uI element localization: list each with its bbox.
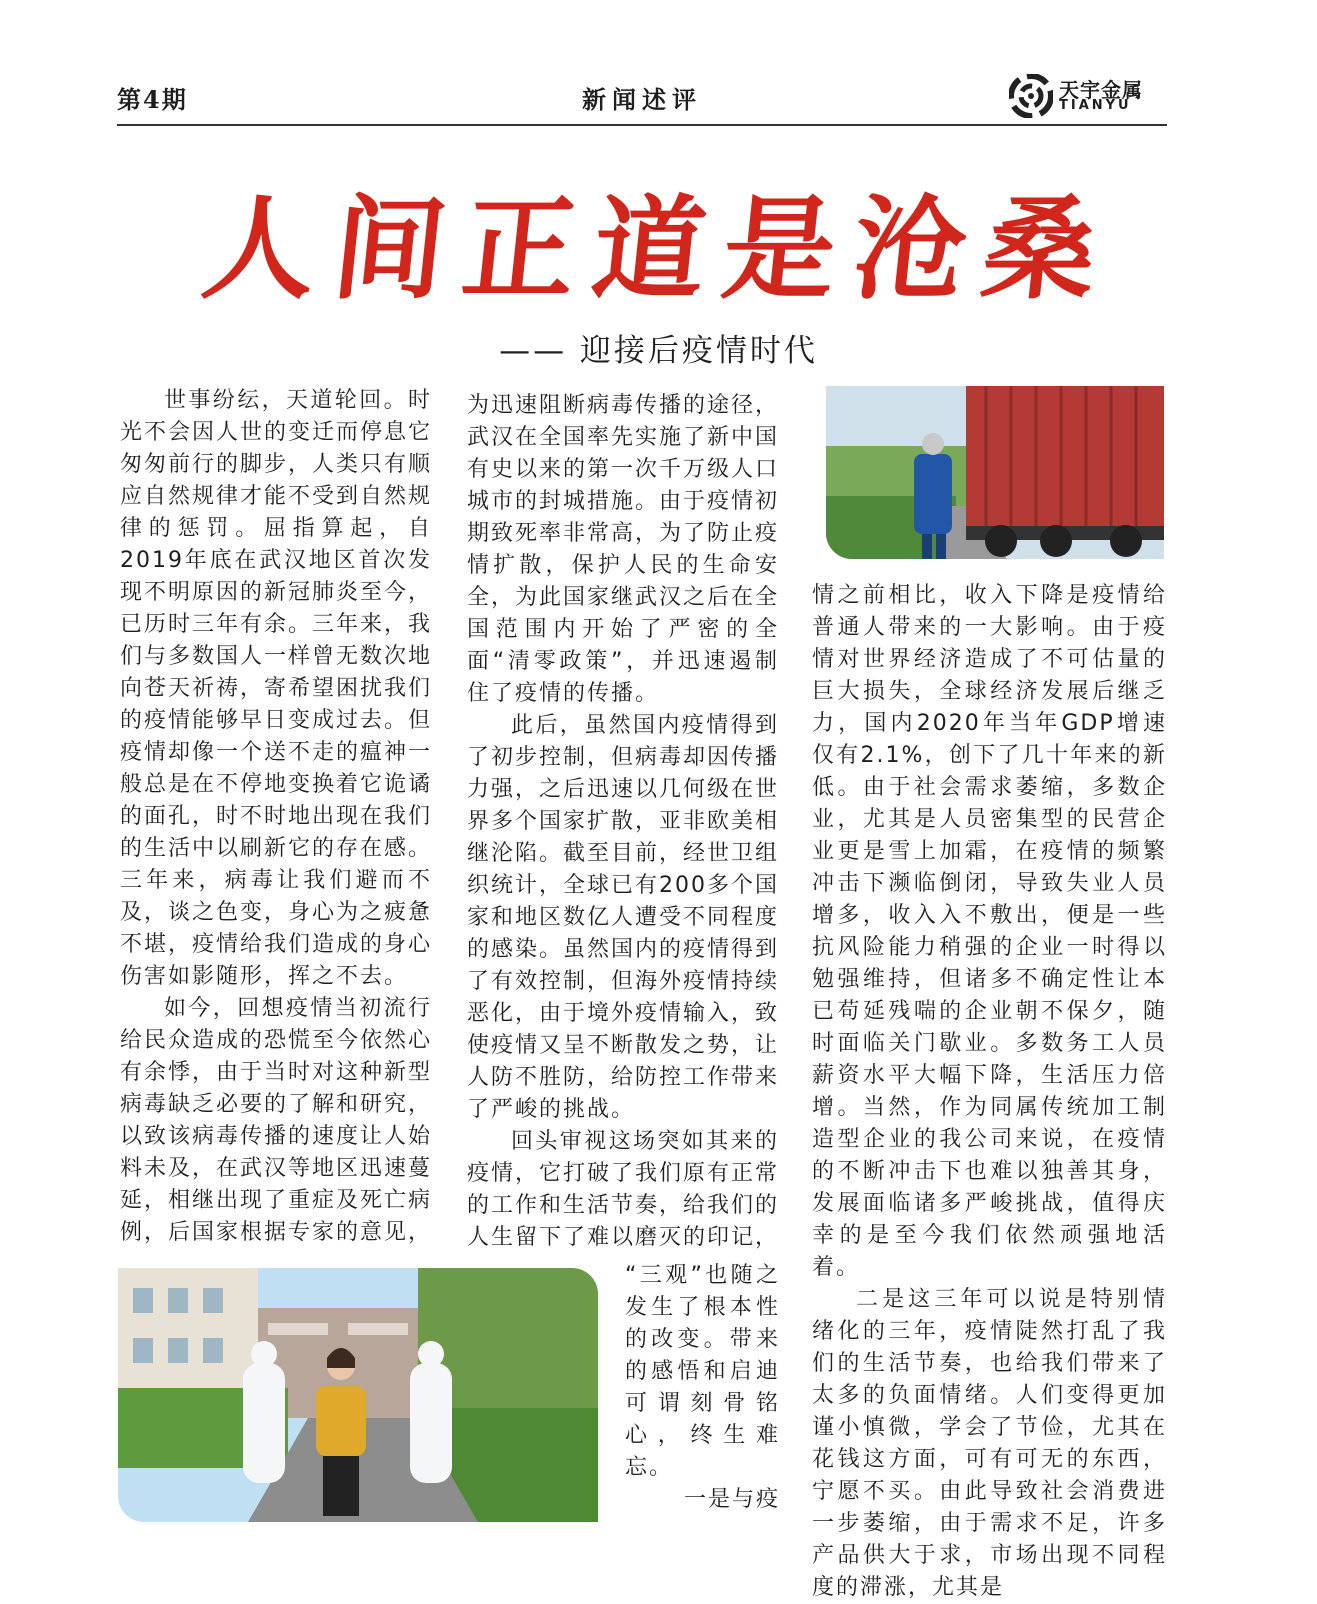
section-name: 新闻述评 — [582, 85, 702, 114]
page-header — [117, 70, 1167, 126]
paragraph: 二是这三年可以说是特别情绪化的三年，疫情陡然打乱了我们的生活节奏，也给我们带来了太多的负面情绪。人们变得更加谨小慎微，学会了节俭，尤其在花钱这方面，可有可无的东西，宁愿不买。由此导致社会消费进一步萎缩，由于需求不足，许多产品供大于求，市场出现不同程度的滞涨，尤其是 — [812, 1287, 1167, 1600]
column-2-continued — [625, 1260, 780, 1516]
paragraph: 此后，虽然国内疫情得到了初步控制，但病毒却因传播力强，之后迅速以几何级在世界多个国家扩散，亚非欧美相继沦陷。截至目前，经世卫组织统计，全球已有200多个国家和地区数亿人遭受不同程度的感染。虽然国内的疫情得到了有效控制，但海外疫情持续恶化，由于境外疫情输入，致使疫情又呈不断散发之势，让人防不胜防，给防控工作带来了严峻的挑战。 — [467, 713, 780, 1122]
photo-truck-disinfection — [826, 386, 1164, 559]
paragraph: 世事纷纭，天道轮回。时光不会因人世的变迁而停息它匆匆前行的脚步，人类只有顺应自然规律才能不受到自然规律的惩罚。屈指算起，自2019年底在武汉地区首次发现不明原因的新冠肺炎至今，已历时三年有余。三年来，我们与多数国人一样曾无数次地向苍天祈祷，寄希望困扰我们的疫情能够早日变成过去。但疫情却像一个送不走的瘟神一般总是在不停地变换着它诡谲的面孔，时不时地出现在我们的生活中以刷新它的存在感。三年来，病毒让我们避而不及，谈之色变，身心为之疲惫不堪，疫情给我们造成的身心伤害如影随形，挥之不去。 — [120, 388, 433, 989]
paragraph: 为迅速阻断病毒传播的途径，武汉在全国率先实施了新中国有史以来的第一次千万级人口城市的封城措施。由于疫情初期致死率非常高，为了防止疫情扩散，保护人民的生命安全，为此国家继武汉之后在全国范围内开始了严密的全面“清零政策”，并迅速遏制住了疫情的传播。 — [467, 393, 780, 706]
paragraph: 情之前相比，收入下降是疫情给普通人带来的一大影响。由于疫情对世界经济造成了不可估量的巨大损失，全球经济发展后继乏力，国内2020年当年GDP增速仅有2.1%，创下了几十年来的新低。由于社会需求萎缩，多数企业，尤其是人员密集型的民营企业更是雪上加霜，在疫情的频繁冲击下濒临倒闭，导致失业人员增多，收入入不敷出，便是一些抗风险能力稍强的企业一时得以勉强维持，但诸多不确定性让本已苟延残喘的企业朝不保夕，随时面临关门歇业。多数务工人员薪资水平大幅下降，生活压力倍增。当然，作为同属传统加工制造型企业的我公司来说，在疫情的不断冲击下也难以独善其身，发展面临诸多严峻挑战，值得庆幸的是至今我们依然顽强地活着。 — [812, 583, 1167, 1280]
article-title: 人间正道是沧桑 — [196, 184, 1121, 315]
logo-swirl-icon — [1009, 74, 1053, 118]
paragraph: 如今，回想疫情当初流行给民众造成的恐慌至今依然心有余悸，由于当时对这种新型病毒缺乏必要的了解和研究，以致该病毒传播的速度让人始料未及，在武汉等地区迅速蔓延，相继出现了重症及死亡病例，后国家根据专家的意见， — [120, 996, 433, 1245]
column-2 — [467, 390, 779, 1254]
photo-health-workers — [118, 1268, 598, 1522]
column-1 — [120, 385, 432, 1249]
logo-name-cn: 天宇金属 — [1059, 78, 1143, 102]
article-subtitle: —— 迎接后疫情时代 — [499, 333, 818, 369]
column-3 — [812, 580, 1167, 1604]
logo-name-en: TIANYU — [1059, 98, 1132, 113]
paragraph: 回头审视这场突如其来的疫情，它打破了我们原有正常的工作和生活节奏，给我们的人生留下了难以磨灭的印记， — [467, 1129, 780, 1250]
paragraph: 一是与疫 — [683, 1487, 780, 1512]
issue-number: 第4期 — [117, 85, 188, 114]
paragraph: “三观”也随之发生了根本性的改变。带来的感悟和启迪可谓刻骨铭心，终生难忘。 — [625, 1263, 780, 1480]
company-logo — [1009, 72, 1159, 118]
